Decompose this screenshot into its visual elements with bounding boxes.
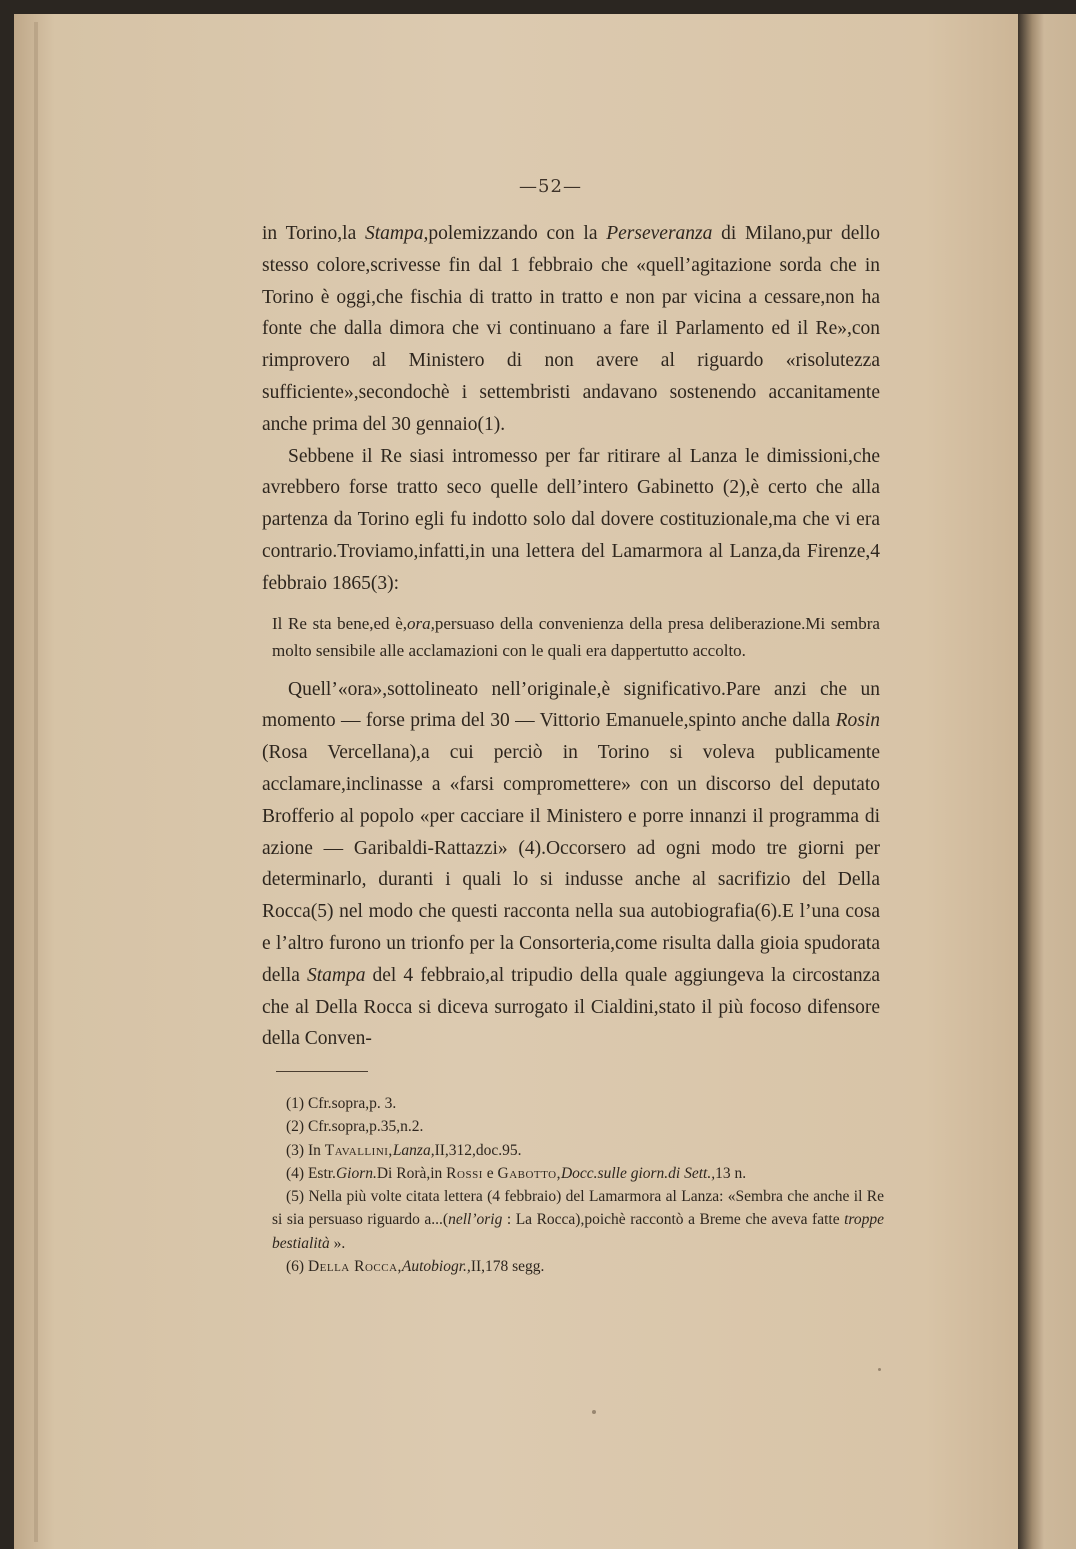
text-run: persuaso della convenienza della presa deliberazione.Mi sembra molto sensibile alle acclamazioni con le quali era dappertutto accolto. (272, 613, 880, 660)
footnote-1: (1) Cfr.sopra,p. 3. (286, 1095, 397, 1112)
paper-speck (878, 1368, 881, 1371)
paragraph-2: Sebbene il Re siasi intromesso per far ritirare al Lanza le dimissioni,che avrebbero forse tratto seco quelle dell’intero Gabinetto (2),è certo che alla partenza da Torino egli fu indotto solo dal dovere costituzionale,ma che vi era contrario.Troviamo,infatti,in una lettera del Lamarmora al Lanza,da Firenze,4 febbraio 1865(3): (262, 445, 880, 594)
footnote-divider (276, 1071, 368, 1072)
footnote-3 (286, 1139, 884, 1162)
page-number: —52— (519, 176, 582, 197)
italic-title: Perseveranza (606, 223, 713, 244)
italic-title: Giorn. (335, 1164, 377, 1182)
italic-name: Rosin (835, 710, 880, 732)
footnote-5 (272, 1185, 884, 1255)
italic-word: ora, (407, 613, 435, 633)
text-run: Di Rorà,in (376, 1164, 447, 1182)
footnote-2: (2) Cfr.sopra,p.35,n.2. (286, 1118, 424, 1136)
text-run: in Torino,la (262, 223, 365, 244)
text-run: (3) In (286, 1141, 325, 1159)
italic-title: Stampa (306, 964, 366, 986)
italic-title: Lanza, (392, 1141, 435, 1159)
text-run: II,178 segg. (470, 1258, 545, 1276)
text-run: Il Re sta bene,ed è, (272, 613, 407, 633)
page-edge-shadow (34, 22, 38, 1542)
footnotes (272, 1092, 884, 1278)
paper-speck (592, 1410, 596, 1414)
text-run: del 4 febbraio,al tripudio della quale aggiungeva la circostanza che al Della Rocca si diceva surrogato il Cialdini,stato il più focoso difensore della Conven- (262, 964, 880, 1050)
page-gutter (1018, 14, 1076, 1549)
text-run: 13 n. (715, 1164, 747, 1182)
text-run: polemizzando con la (428, 223, 607, 244)
text-run: ». (329, 1234, 346, 1252)
italic-title: Autobiogr., (401, 1258, 471, 1276)
text-run: e (482, 1164, 498, 1182)
text-run: (6) (286, 1258, 308, 1276)
italic-word: nell’orig (448, 1211, 503, 1229)
text-run: Quell’«ora»,sottolineato nell’originale,è significativo.Pare anzi che un momento — forse prima del 30 — Vittorio Emanuele,spinto anche dalla (262, 678, 880, 732)
italic-title: Docc.sulle giorn.di Sett., (560, 1164, 716, 1182)
text-run: II,312,doc.95. (434, 1141, 522, 1159)
footnote-4 (286, 1162, 884, 1185)
italic-phrase: troppe bestialità (272, 1211, 885, 1252)
author-name: Della Rocca, (307, 1258, 402, 1276)
text-run: (5) Nella più volte citata lettera (4 febbraio) del Lamarmora al Lanza: «Sembra che anche il Re si sia persuaso riguardo a...( (272, 1188, 884, 1229)
author-name: Rossi (446, 1164, 483, 1182)
text-run: di Milano,pur dello stesso colore,scrivesse fin dal 1 febbraio che «quell’agitazione sorda che in Torino è oggi,che fischia di tratto in tratto e non par vicina a cessare,non ha fonte che dalla dimora che vi continuano a fare il Parlamento ed il Re»,con rimprovero al Ministero di non avere al riguardo «risolutezza sufficiente»,secondochè i settembristi andavano sostenendo accanitamente anche prima del 30 gennaio(1). (262, 223, 880, 435)
main-text (262, 218, 880, 1055)
italic-title: Stampa, (364, 223, 429, 244)
footnote-6 (286, 1255, 884, 1278)
author-name: Tavallini, (324, 1141, 393, 1159)
block-quote (272, 610, 880, 664)
text-run: (Rosa Vercellana),a cui perciò in Torino si voleva publicamente acclamare,inclinasse a «farsi compromettere» con un discorso del deputato Brofferio al popolo «per cacciare il Ministero e porre innanzi il programma di azione — Garibaldi-Rattazzi» (4).Occorsero ad ogni modo tre giorni per determinarlo, duranti i quali lo si indusse anche al sacrifizio del Della Rocca(5) nel modo che questi racconta nella sua autobiografia(6).E l’una cosa e l’altro furono un trionfo per la Consorteria,come risulta dalla gioia spudorata della (262, 742, 880, 986)
text-run: (4) Estr. (286, 1164, 336, 1182)
text-run: : La Rocca),poichè raccontò a Breme che aveva fatte (502, 1211, 845, 1229)
paragraph-3 (262, 674, 880, 1056)
paragraph-1 (262, 218, 880, 441)
author-name: Gabotto, (497, 1164, 561, 1182)
